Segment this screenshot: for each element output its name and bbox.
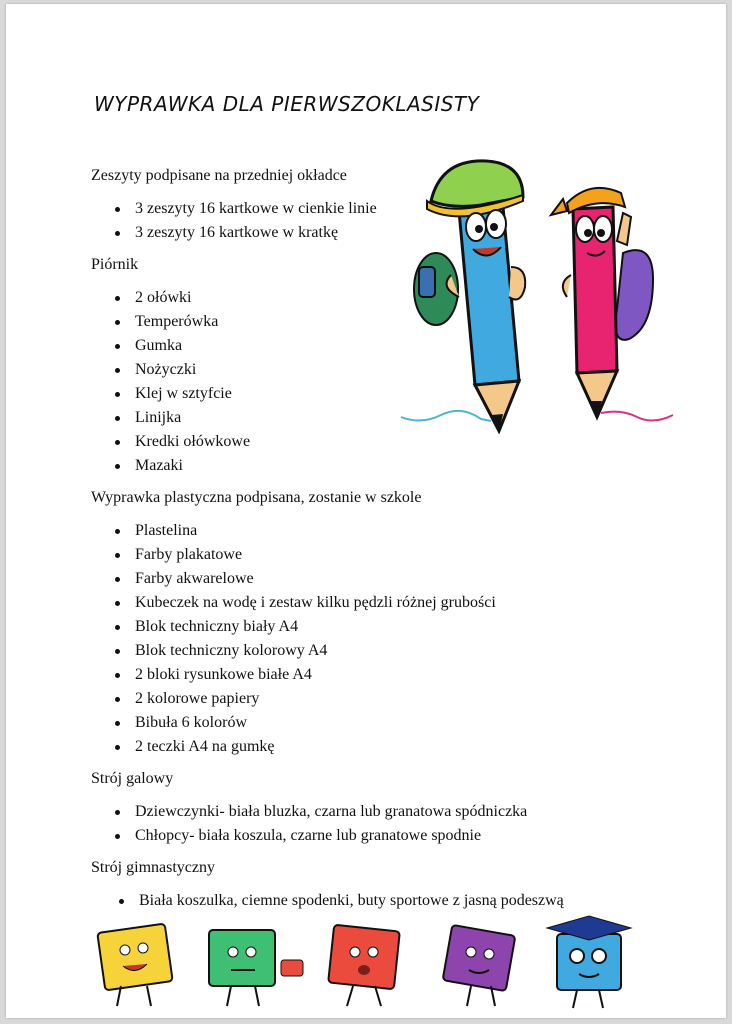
bullet-icon	[115, 392, 120, 397]
bullet-icon	[115, 344, 120, 349]
bullet-icon	[115, 834, 120, 839]
bullet-icon	[119, 899, 124, 904]
section-gym-outfit	[91, 856, 651, 913]
list-item: 3 zeszyty 16 kartkowe w cienkie linie	[91, 197, 651, 221]
document-page	[6, 4, 726, 1018]
bullet-icon	[115, 231, 120, 236]
list-item: Linijka	[91, 406, 651, 430]
yellow-book-icon	[97, 924, 172, 1006]
item-list	[91, 519, 651, 759]
section-heading: Piórnik	[91, 256, 139, 273]
list-item: 2 kolorowe papiery	[91, 687, 651, 711]
purple-book-icon	[443, 925, 516, 1006]
green-notebook-icon	[209, 930, 303, 1006]
list-item: Dziewczynki- biała bluzka, czarna lub granatowa spódniczka	[91, 800, 651, 824]
section-heading: Strój galowy	[91, 770, 174, 787]
bullet-icon	[115, 673, 120, 678]
blue-pencil-character-icon	[401, 161, 525, 431]
bullet-icon	[115, 296, 120, 301]
bullet-icon	[115, 745, 120, 750]
bullet-icon	[115, 810, 120, 815]
list-item: Bibuła 6 kolorów	[91, 711, 651, 735]
bullet-icon	[115, 601, 120, 606]
section-art-supplies	[91, 486, 651, 759]
list-item: Farby plakatowe	[91, 543, 651, 567]
list-item: Chłopcy- biała koszula, czarne lub granatowe spodnie	[91, 824, 651, 848]
section-formal-outfit	[91, 767, 651, 848]
item-list	[91, 800, 651, 848]
list-item: 3 zeszyty 16 kartkowe w kratkę	[91, 221, 651, 245]
list-item: Kubeczek na wodę i zestaw kilku pędzli różnej grubości	[91, 591, 651, 615]
pink-pencil-character-icon	[551, 188, 673, 421]
section-heading: Strój gimnastyczny	[91, 859, 215, 876]
bullet-icon	[115, 320, 120, 325]
item-list	[91, 889, 651, 913]
bullet-icon	[115, 553, 120, 558]
red-book-icon	[328, 925, 400, 1006]
page-title: WYPRAWKA DLA PIERWSZOKLASISTY	[94, 92, 480, 116]
list-item: Nożyczki	[91, 358, 651, 382]
list-item: Temperówka	[91, 310, 651, 334]
bullet-icon	[115, 721, 120, 726]
list-item: 2 teczki A4 na gumkę	[91, 735, 651, 759]
pencil-characters-illustration	[391, 149, 681, 434]
list-item: 2 bloki rysunkowe białe A4	[91, 663, 651, 687]
list-item: Klej w sztyfcie	[91, 382, 651, 406]
bullet-icon	[115, 529, 120, 534]
list-item: Mazaki	[91, 454, 651, 478]
list-item: Gumka	[91, 334, 651, 358]
list-item: Plastelina	[91, 519, 651, 543]
list-item: Biała koszulka, ciemne spodenki, buty sportowe z jasną podeszwą	[91, 889, 651, 913]
bullet-icon	[115, 625, 120, 630]
blue-graduate-book-icon	[547, 916, 631, 1008]
bullet-icon	[115, 440, 120, 445]
section-heading: Wyprawka plastyczna podpisana, zostanie w szkole	[91, 489, 422, 506]
bullet-icon	[115, 577, 120, 582]
list-item: Farby akwarelowe	[91, 567, 651, 591]
bullet-icon	[115, 368, 120, 373]
bullet-icon	[115, 416, 120, 421]
bullet-icon	[115, 464, 120, 469]
section-heading: Zeszyty podpisane na przedniej okładce	[91, 167, 347, 184]
book-characters-illustration	[91, 914, 651, 1014]
bullet-icon	[115, 207, 120, 212]
list-item: Blok techniczny kolorowy A4	[91, 639, 651, 663]
bullet-icon	[115, 697, 120, 702]
list-item: Kredki ołówkowe	[91, 430, 651, 454]
bullet-icon	[115, 649, 120, 654]
list-item: 2 ołówki	[91, 286, 651, 310]
list-item: Blok techniczny biały A4	[91, 615, 651, 639]
